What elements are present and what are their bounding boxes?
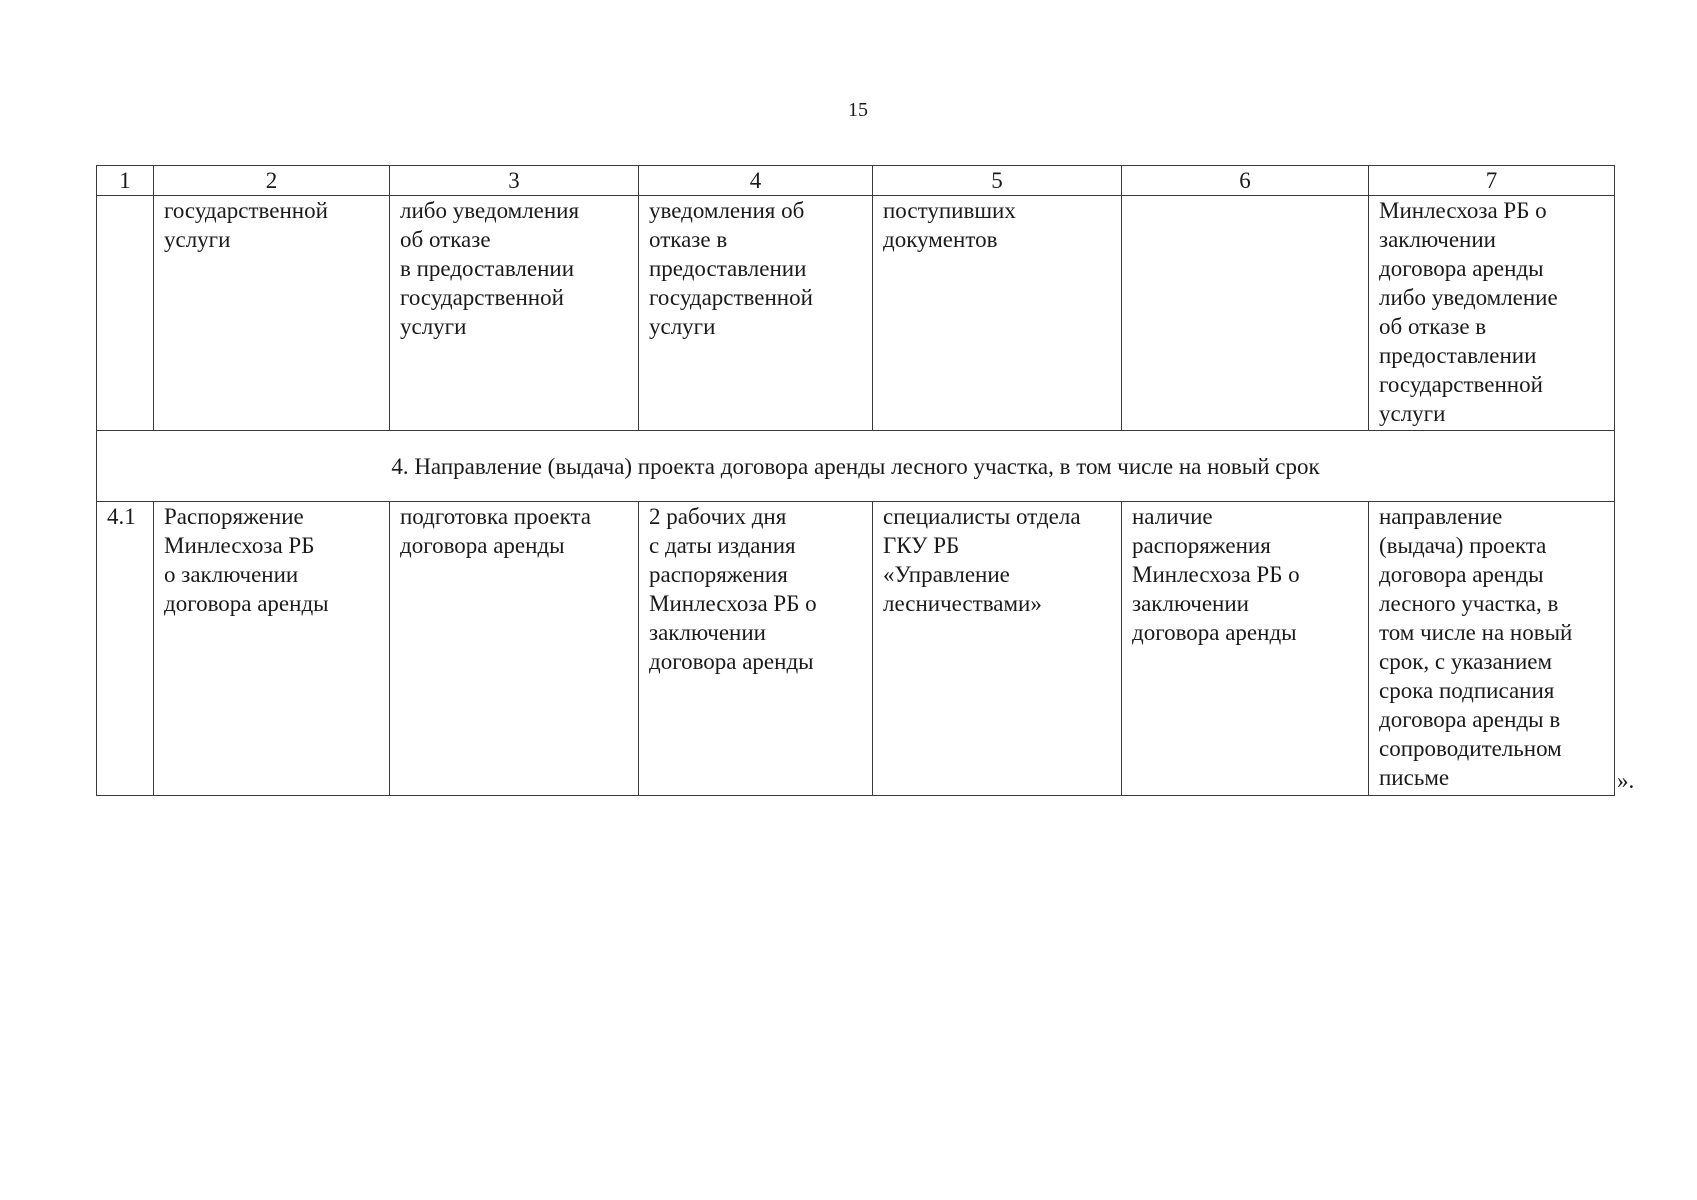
cell-line: услуги: [400, 314, 467, 339]
cell-line: услуги: [649, 314, 716, 339]
cell-line: подготовка проекта: [400, 504, 592, 529]
column-number-2: 2: [154, 166, 390, 196]
cell-line: документов: [883, 227, 998, 252]
cell-line: договора аренды: [1132, 620, 1297, 645]
cell-line: услуги: [164, 227, 231, 252]
column-number-7: 7: [1369, 166, 1615, 196]
page-number: 15: [848, 99, 868, 121]
cell-line: договора аренды: [1379, 562, 1544, 587]
row-number-cell: 4.1: [97, 502, 154, 796]
cell-line: «Управление: [883, 562, 1010, 587]
cell-line: распоряжения: [649, 562, 788, 587]
cell-line: том числе на новый: [1379, 620, 1573, 645]
continuation-cell-5: [873, 196, 1122, 431]
cell-line: наличие: [1132, 504, 1213, 529]
cell-line: договора аренды: [1379, 256, 1544, 281]
continuation-cell-2: [154, 196, 390, 431]
cell-line: распоряжения: [1132, 533, 1271, 558]
row-4-1-cell-7: [1369, 502, 1615, 796]
cell-line: срок, с указанием: [1379, 649, 1553, 674]
cell-line: предоставлении: [1379, 343, 1537, 368]
cell-line: (выдача) проекта: [1379, 533, 1547, 558]
cell-line: об отказе в: [1379, 314, 1487, 339]
cell-line: специалисты отдела: [883, 504, 1081, 529]
cell-line: заключении: [1132, 591, 1249, 616]
cell-line: заключении: [649, 620, 766, 645]
continuation-row: [97, 196, 1615, 431]
cell-line: 2 рабочих дня: [649, 504, 787, 529]
continuation-cell-4: [639, 196, 873, 431]
cell-line: с даты издания: [649, 533, 796, 558]
cell-line: либо уведомление: [1379, 285, 1558, 310]
cell-line: договора аренды в: [1379, 707, 1561, 732]
row-4-1-cell-2: [154, 502, 390, 796]
cell-line: об отказе: [400, 227, 491, 252]
cell-line: государственной: [649, 285, 813, 310]
column-number-4: 4: [639, 166, 873, 196]
procedure-table: [96, 165, 1615, 796]
cell-line: сопроводительном: [1379, 736, 1562, 761]
section-heading: 4. Направление (выдача) проекта договора аренды лесного участка, в том числе на новый срок: [97, 431, 1615, 502]
continuation-cell-6: [1122, 196, 1369, 431]
continuation-cell-3: [390, 196, 639, 431]
cell-line: государственной: [400, 285, 564, 310]
row-4-1-cell-3: [390, 502, 639, 796]
cell-line: направление: [1379, 504, 1503, 529]
table-row-4-1: [97, 502, 1615, 796]
cell-line: письме: [1379, 765, 1450, 790]
cell-line: государственной: [1379, 372, 1543, 397]
cell-line: о заключении: [164, 562, 299, 587]
cell-line: услуги: [1379, 401, 1446, 426]
cell-line: отказе в: [649, 227, 728, 252]
closing-quote: ».: [1617, 768, 1635, 793]
section-row: [97, 431, 1615, 502]
cell-line: уведомления об: [649, 198, 805, 223]
cell-line: лесного участка, в: [1379, 591, 1559, 616]
cell-line: лесничествами»: [883, 591, 1042, 616]
cell-line: договора аренды: [400, 533, 565, 558]
cell-line: Распоряжение: [164, 504, 304, 529]
cell-line: в предоставлении: [400, 256, 575, 281]
row-4-1-cell-5: [873, 502, 1122, 796]
cell-line: поступивших: [883, 198, 1016, 223]
cell-line: Минлесхоза РБ о: [1379, 198, 1547, 223]
cell-line: предоставлении: [649, 256, 807, 281]
column-number-6: 6: [1122, 166, 1369, 196]
cell-line: договора аренды: [164, 591, 329, 616]
cell-line: Минлесхоза РБ о: [649, 591, 817, 616]
cell-line: срока подписания: [1379, 678, 1555, 703]
cell-line: Минлесхоза РБ: [164, 533, 315, 558]
column-number-3: 3: [390, 166, 639, 196]
continuation-cell-1: [97, 196, 154, 431]
column-number-1: 1: [97, 166, 154, 196]
row-4-1-cell-6: [1122, 502, 1369, 796]
row-4-1-cell-4: [639, 502, 873, 796]
cell-line: договора аренды: [649, 649, 814, 674]
column-number-row: [97, 166, 1615, 196]
cell-line: Минлесхоза РБ о: [1132, 562, 1300, 587]
column-number-5: 5: [873, 166, 1122, 196]
cell-line: государственной: [164, 198, 328, 223]
cell-line: ГКУ РБ: [883, 533, 960, 558]
cell-line: заключении: [1379, 227, 1496, 252]
continuation-cell-7: [1369, 196, 1615, 431]
cell-line: либо уведомления: [400, 198, 580, 223]
